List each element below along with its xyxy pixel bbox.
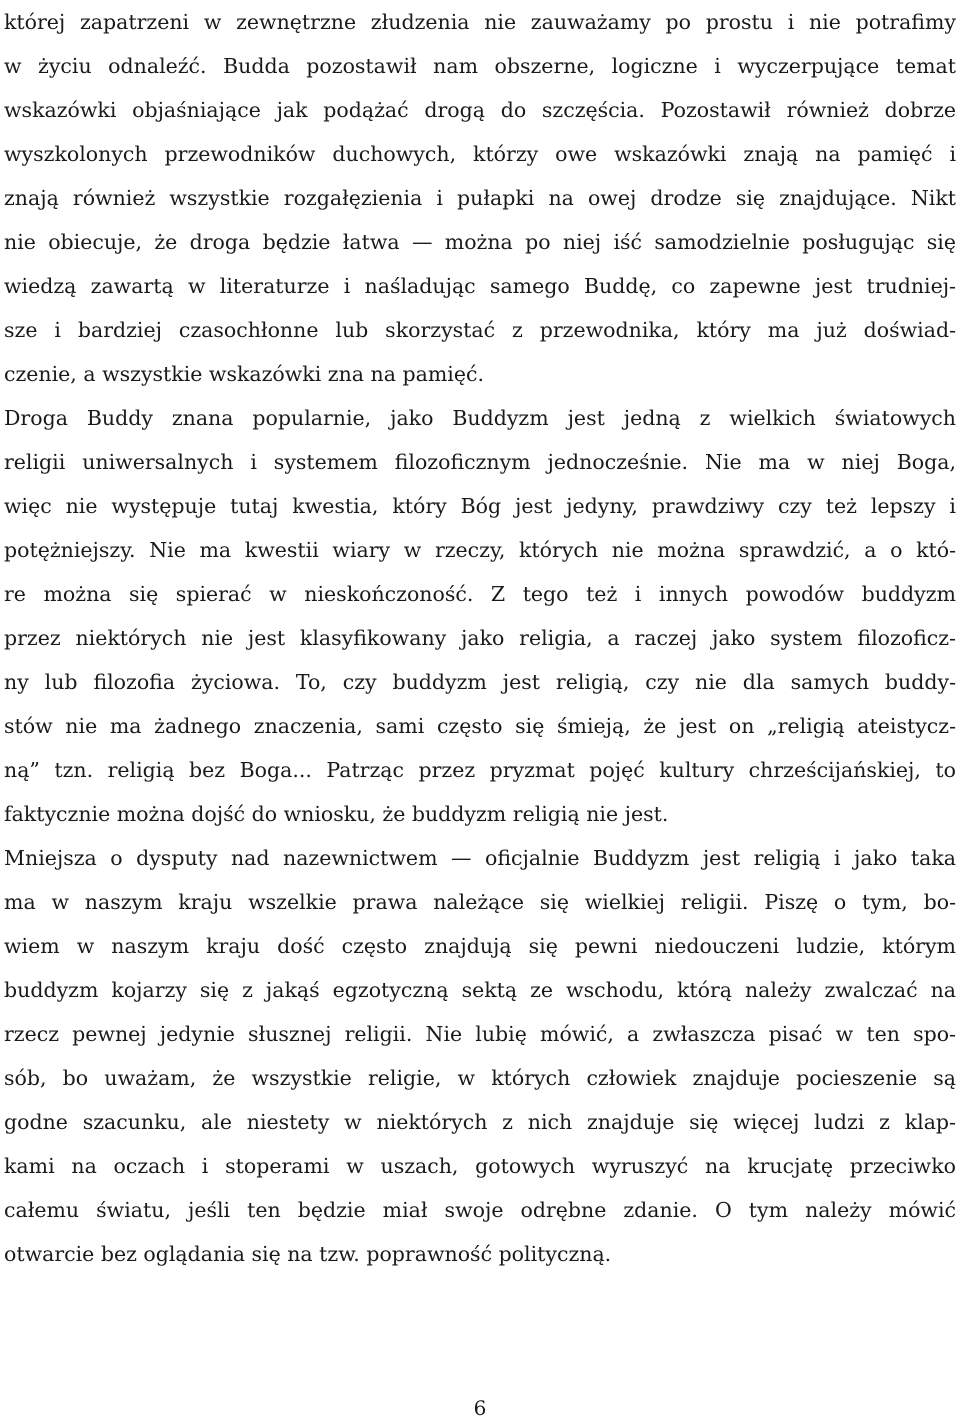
text-line: Mniejsza o dysputy nad nazewnictwem — oficjalnie Buddyzm jest religią i jako taka <box>4 846 956 870</box>
text-line: sób, bo uważam, że wszystkie religie, w których człowiek znajduje pocieszenie są <box>4 1066 956 1090</box>
text-line: więc nie występuje tutaj kwestia, który Bóg jest jedyny, prawdziwy czy też lepszy i <box>4 494 956 518</box>
text-line: której zapatrzeni w zewnętrzne złudzenia nie zauważamy po prostu i nie potrafimy <box>4 10 956 34</box>
text-line: wyszkolonych przewodników duchowych, którzy owe wskazówki znają na pamięć i <box>4 142 956 166</box>
text-line: całemu światu, jeśli ten będzie miał swoje odrębne zdanie. O tym należy mówić <box>4 1198 956 1222</box>
text-line: Droga Buddy znana popularnie, jako Buddyzm jest jedną z wielkich światowych <box>4 406 956 430</box>
text-line: przez niektórych nie jest klasyfikowany jako religia, a raczej jako system filozoficz- <box>4 626 956 650</box>
body-text <box>4 0 956 1276</box>
text-line: wiedzą zawartą w literaturze i naśladując samego Buddę, co zapewne jest trudniej- <box>4 274 956 298</box>
text-line: wiem w naszym kraju dość często znajdują się pewni niedouczeni ludzie, którym <box>4 934 956 958</box>
text-line: rzecz pewnej jedynie słusznej religii. Nie lubię mówić, a zwłaszcza pisać w ten spo- <box>4 1022 956 1046</box>
text-line: w życiu odnaleźć. Budda pozostawił nam obszerne, logiczne i wyczerpujące temat <box>4 54 956 78</box>
text-line: wskazówki objaśniające jak podążać drogą do szczęścia. Pozostawił również dobrze <box>4 98 956 122</box>
text-line: nie obiecuje, że droga będzie łatwa — można po niej iść samodzielnie posługując się <box>4 230 956 254</box>
text-line: ny lub filozofia życiowa. To, czy buddyzm jest religią, czy nie dla samych buddy- <box>4 670 956 694</box>
text-line: czenie, a wszystkie wskazówki zna na pamięć. <box>4 362 484 386</box>
text-line: znają również wszystkie rozgałęzienia i pułapki na owej drodze się znajdujące. Nikt <box>4 186 956 210</box>
text-line: kami na oczach i stoperami w uszach, gotowych wyruszyć na krucjatę przeciwko <box>4 1154 956 1178</box>
text-line: buddyzm kojarzy się z jakąś egzotyczną sektą ze wschodu, którą należy zwalczać na <box>4 978 956 1002</box>
page-number: 6 <box>473 1396 487 1420</box>
text-line: ną” tzn. religią bez Boga... Patrząc przez pryzmat pojęć kultury chrześcijańskiej, to <box>4 758 956 782</box>
text-line: re można się spierać w nieskończoność. Z tego też i innych powodów buddyzm <box>4 582 956 606</box>
text-line: godne szacunku, ale niestety w niektórych z nich znajduje się więcej ludzi z klap- <box>4 1110 956 1134</box>
text-line: ma w naszym kraju wszelkie prawa należące się wielkiej religii. Piszę o tym, bo- <box>4 890 956 914</box>
text-line: otwarcie bez oglądania się na tzw. poprawność polityczną. <box>4 1242 612 1266</box>
text-line: religii uniwersalnych i systemem filozoficznym jednocześnie. Nie ma w niej Boga, <box>4 450 956 474</box>
text-line: stów nie ma żadnego znaczenia, sami często się śmieją, że jest on „religią ateistycz- <box>4 714 956 738</box>
text-line: sze i bardziej czasochłonne lub skorzystać z przewodnika, który ma już doświad- <box>4 318 956 342</box>
text-line: potężniejszy. Nie ma kwestii wiary w rzeczy, których nie można sprawdzić, a o któ- <box>4 538 956 562</box>
text-line: faktycznie można dojść do wniosku, że buddyzm religią nie jest. <box>4 802 669 826</box>
